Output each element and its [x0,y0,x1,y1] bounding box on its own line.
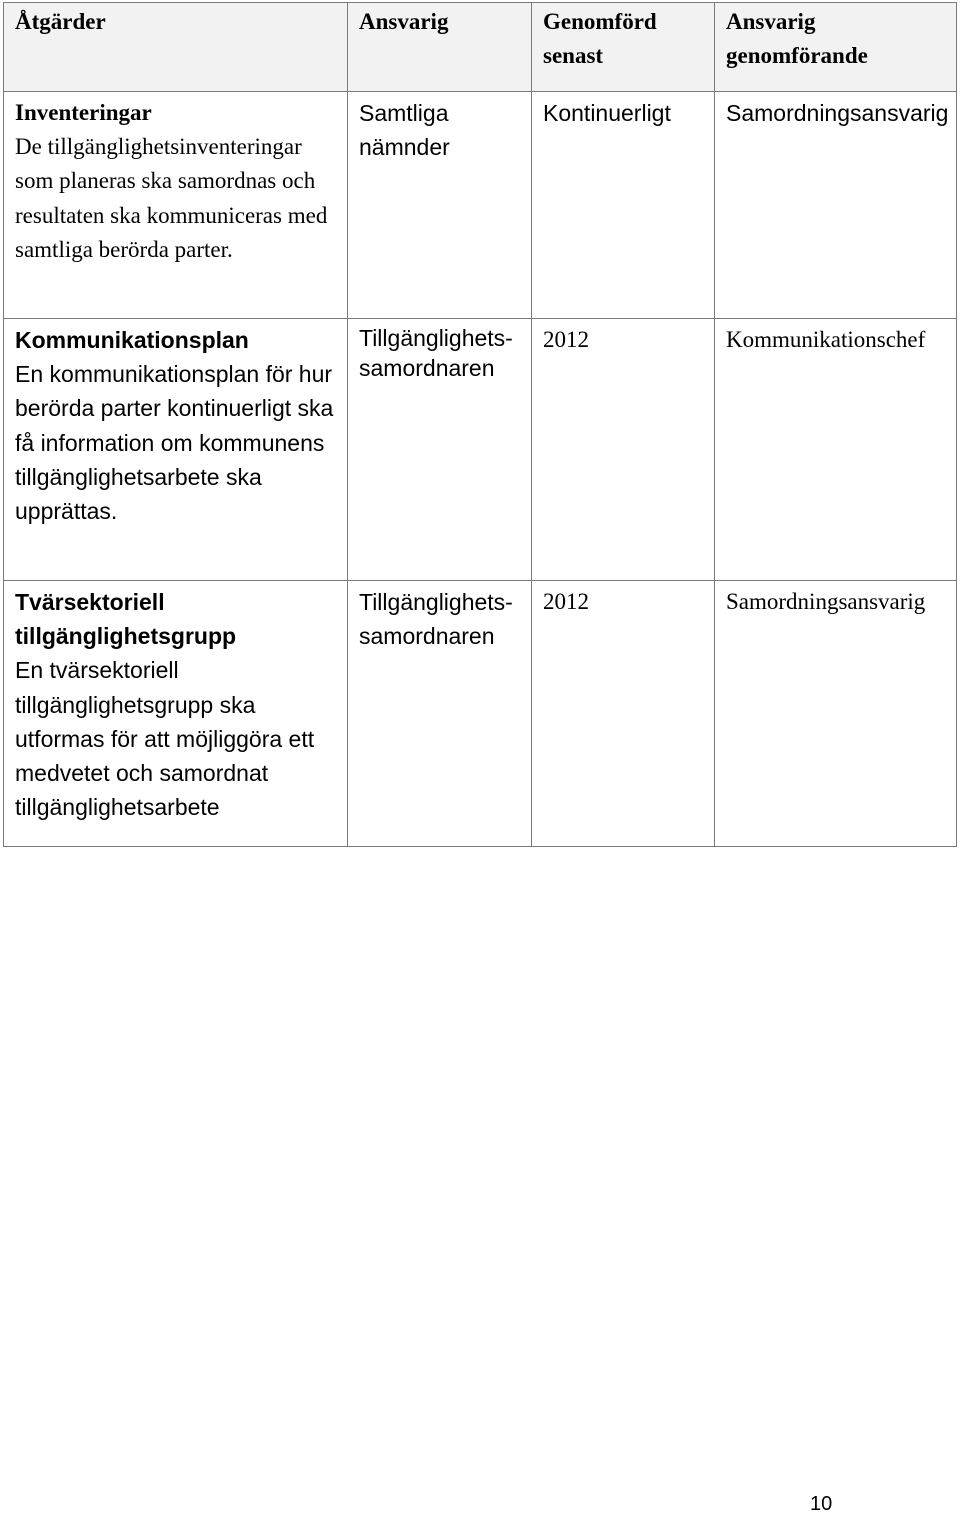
implementer-text: Samordningsansvarig [726,589,926,614]
table-row [4,92,957,319]
implementer-text: Samordningsansvarig [726,100,949,126]
header-atgarder: Åtgärder [4,3,348,92]
implementer-cell [715,92,957,319]
action-title: Tvärsektoriell tillgänglighetsgrupp [15,589,237,650]
action-plan-table [3,2,957,847]
deadline-cell [532,319,715,581]
responsible-cell [348,92,532,319]
action-description: En tvärsektoriell tillgänglighetsgrupp ska utformas för att möjliggöra ett medvetet och samordnat tillgänglighetsarbete [15,657,315,821]
header-ansvarig: Ansvarig [348,3,532,92]
implementer-text: Kommunikationschef [726,327,926,352]
responsible-cell [348,319,532,581]
table-row [4,319,957,581]
implementer-cell [715,581,957,847]
deadline-text: 2012 [543,589,589,614]
deadline-cell [532,581,715,847]
implementer-cell [715,319,957,581]
document-page [3,2,956,847]
table-row [4,581,957,847]
header-ansvarig-genomforande: Ansvarig genomförande [715,3,957,92]
action-description: De tillgänglighetsinventeringar som planeras ska samordnas och resultaten ska kommuniceras med samtliga berörda parter. [15,134,328,262]
responsible-cell [348,581,532,847]
header-genomford-senast: Genomförd senast [532,3,715,92]
table-header-row [4,3,957,92]
deadline-cell [532,92,715,319]
responsible-text: Tillgänglighets-samordnaren [359,589,513,650]
responsible-text: Samtliga nämnder [359,100,450,161]
action-description: En kommunikationsplan för hur berörda parter kontinuerligt ska få information om kommunens tillgänglighetsarbete ska upprättas. [15,361,334,525]
page-number: 10 [810,1493,833,1515]
action-cell [4,581,348,847]
deadline-text: Kontinuerligt [543,100,671,126]
action-title: Kommunikationsplan [15,327,249,353]
action-title: Inventeringar [15,100,152,125]
action-cell [4,92,348,319]
deadline-text: 2012 [543,327,589,352]
action-cell [4,319,348,581]
responsible-text: Tillgänglighets-samordnaren [359,325,513,381]
